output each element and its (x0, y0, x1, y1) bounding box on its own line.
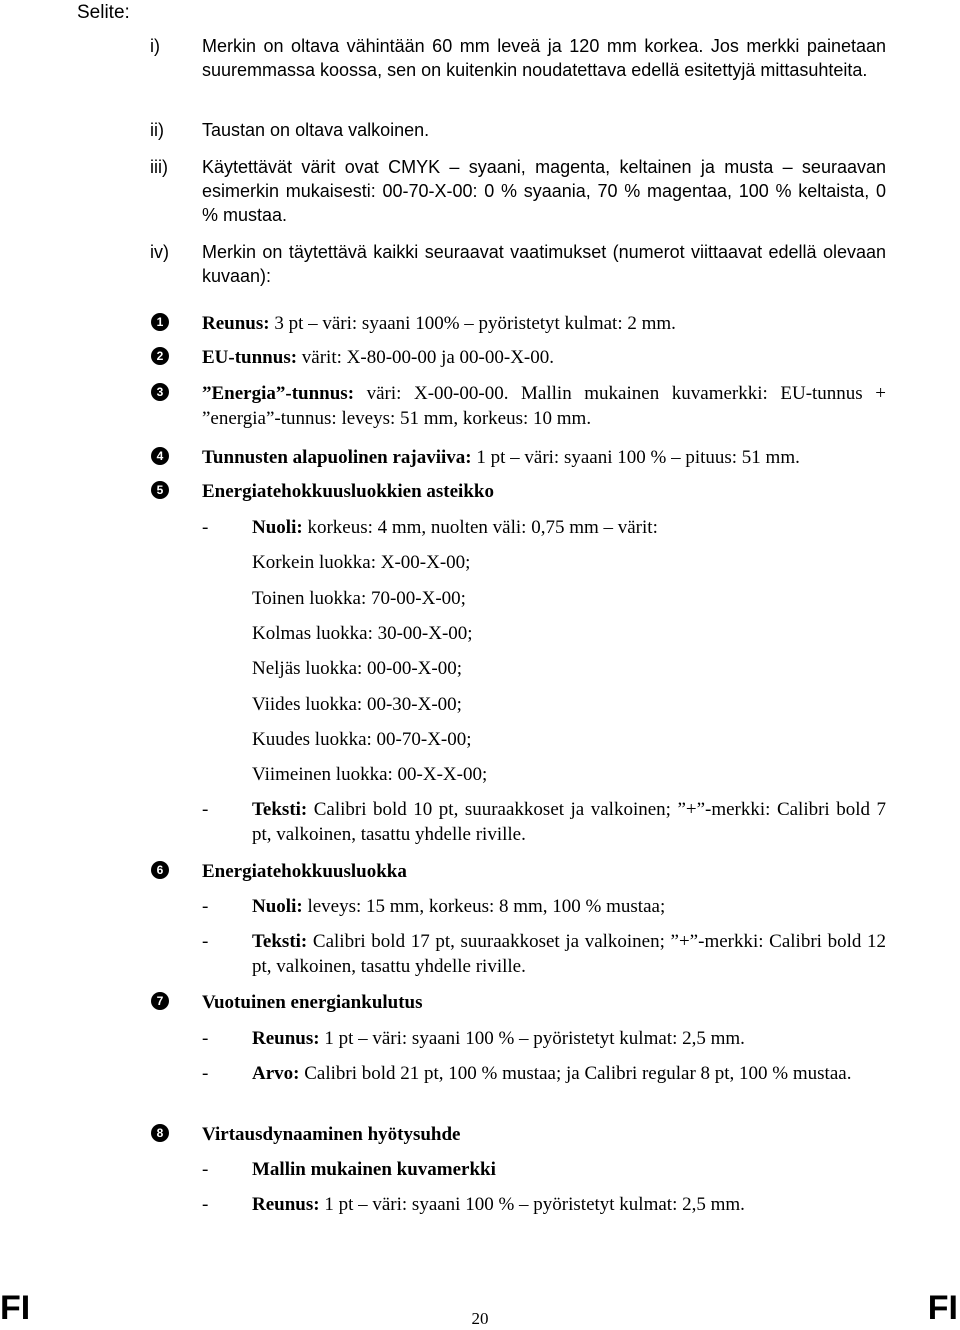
consumption-value-spec (252, 1061, 886, 1086)
item-text-ii: Taustan on oltava valkoinen. (202, 120, 430, 140)
requirement-8-label: Virtausdynaaminen hyötysuhde (202, 1124, 461, 1145)
number-badge-7: 7 (151, 992, 169, 1010)
class-arrow-spec-label: Nuoli: (252, 896, 303, 917)
item-number-iii: iii) (150, 157, 168, 177)
class-color-2: Toinen luokka: 70-00-X-00; (252, 588, 466, 609)
bullet-dash: - (202, 517, 209, 538)
item-text-iv: Merkin on täytettävä kaikki seuraavat vaatimukset (numerot viittaavat edellä olevaan kuvaan): (202, 242, 886, 286)
language-code-right: FI (927, 1289, 958, 1327)
bullet-dash: - (202, 1028, 209, 1049)
class-color-4: Neljäs luokka: 00-00-X-00; (252, 658, 463, 679)
class-color-1: Korkein luokka: X-00-X-00; (252, 552, 471, 573)
efficiency-border-spec (252, 1192, 886, 1217)
bullet-dash: - (202, 1194, 209, 1215)
bullet-dash: - (202, 799, 209, 820)
bullet-dash: - (202, 1159, 209, 1180)
requirement-6 (202, 859, 886, 884)
number-badge-2: 2 (151, 347, 169, 365)
class-color-5: Viides luokka: 00-30-X-00; (252, 694, 462, 715)
page-number: 20 (471, 1309, 489, 1328)
class-color-7: Viimeinen luokka: 00-X-X-00; (252, 764, 488, 785)
consumption-border-text: 1 pt – väri: syaani 100 % – pyöristetyt kulmat: 2,5 mm. (319, 1028, 745, 1049)
efficiency-border-label: Reunus: (252, 1194, 320, 1215)
class-color-3: Kolmas luokka: 30-00-X-00; (252, 623, 473, 644)
number-badge-3: 3 (151, 383, 169, 401)
efficiency-logo-label: Mallin mukainen kuvamerkki (252, 1159, 496, 1180)
item-number-i: i) (150, 36, 160, 56)
text-spec-text: Calibri bold 10 pt, suuraakkoset ja valkoinen; ”+”-merkki: Calibri bold 7 pt, valkoinen, tasattu yhdelle riville. (252, 799, 886, 845)
language-code-left: FI (0, 1289, 31, 1327)
requirement-2 (202, 345, 886, 370)
bullet-dash: - (202, 931, 209, 952)
text-spec-label: Teksti: (252, 799, 308, 820)
requirement-7 (202, 990, 886, 1015)
efficiency-border-text: 1 pt – väri: syaani 100 % – pyöristetyt kulmat: 2,5 mm. (319, 1194, 745, 1215)
arrow-spec-label: Nuoli: (252, 517, 303, 538)
requirement-4-text: 1 pt – väri: syaani 100 % – pituus: 51 mm. (471, 447, 800, 468)
class-arrow-spec-text: leveys: 15 mm, korkeus: 8 mm, 100 % mustaa; (302, 896, 666, 917)
class-text-spec-text: Calibri bold 17 pt, suuraakkoset ja valkoinen; ”+”-merkki: Calibri bold 12 pt, valkoinen, tasattu yhdelle riville. (252, 931, 886, 977)
bullet-dash: - (202, 1063, 209, 1084)
text-spec (252, 797, 886, 847)
item-text-iii: Käytettävät värit ovat CMYK – syaani, magenta, keltainen ja musta – seuraavan esimerkin mukaisesti: 00-70-X-00: 0 % syaania, 70 % magentaa, 100 % keltaista, 0 % mustaa. (202, 157, 886, 225)
consumption-value-text: Calibri bold 21 pt, 100 % mustaa; ja Calibri regular 8 pt, 100 % mustaa. (299, 1063, 852, 1084)
requirement-3 (202, 381, 886, 431)
arrow-spec (252, 515, 886, 540)
requirement-7-label: Vuotuinen energiankulutus (202, 992, 423, 1013)
requirement-4 (202, 445, 886, 470)
bullet-dash: - (202, 896, 209, 917)
requirement-1-label: Reunus: (202, 313, 270, 334)
item-number-ii: ii) (150, 120, 164, 140)
requirement-8 (202, 1122, 886, 1147)
legend-heading: Selite: (77, 2, 130, 23)
requirement-5 (202, 479, 886, 504)
requirement-6-label: Energiatehokkuusluokka (202, 861, 407, 882)
item-number-iv: iv) (150, 242, 169, 262)
consumption-border-spec (252, 1026, 886, 1051)
requirement-5-label: Energiatehokkuusluokkien asteikko (202, 481, 494, 502)
class-text-spec (252, 929, 886, 979)
consumption-border-label: Reunus: (252, 1028, 320, 1049)
class-color-6: Kuudes luokka: 00-70-X-00; (252, 729, 472, 750)
number-badge-8: 8 (151, 1124, 169, 1142)
number-badge-5: 5 (151, 481, 169, 499)
requirement-3-text: väri: X-00-00-00. Mallin mukainen kuvamerkki: EU-tunnus + ”energia”-tunnus: leveys: 51 mm, korkeus: 10 mm. (202, 383, 886, 429)
requirement-1-text: 3 pt – väri: syaani 100% – pyöristetyt kulmat: 2 mm. (269, 313, 676, 334)
requirement-1 (202, 311, 886, 336)
requirement-2-text: värit: X-80-00-00 ja 00-00-X-00. (297, 347, 555, 368)
number-badge-4: 4 (151, 447, 169, 465)
class-arrow-spec (252, 894, 886, 919)
item-text-i: Merkin on oltava vähintään 60 mm leveä ja 120 mm korkea. Jos merkki painetaan suuremmassa koossa, sen on kuitenkin noudatettava edellä esitettyjä mittasuhteita. (202, 36, 886, 80)
requirement-2-label: EU-tunnus: (202, 347, 298, 368)
consumption-value-label: Arvo: (252, 1063, 300, 1084)
efficiency-logo-spec (252, 1157, 886, 1182)
number-badge-1: 1 (151, 313, 169, 331)
class-text-spec-label: Teksti: (252, 931, 308, 952)
arrow-spec-text: korkeus: 4 mm, nuolten väli: 0,75 mm – värit: (302, 517, 658, 538)
requirement-4-label: Tunnusten alapuolinen rajaviiva: (202, 447, 472, 468)
number-badge-6: 6 (151, 861, 169, 879)
requirement-3-label: ”Energia”-tunnus: (202, 383, 355, 404)
